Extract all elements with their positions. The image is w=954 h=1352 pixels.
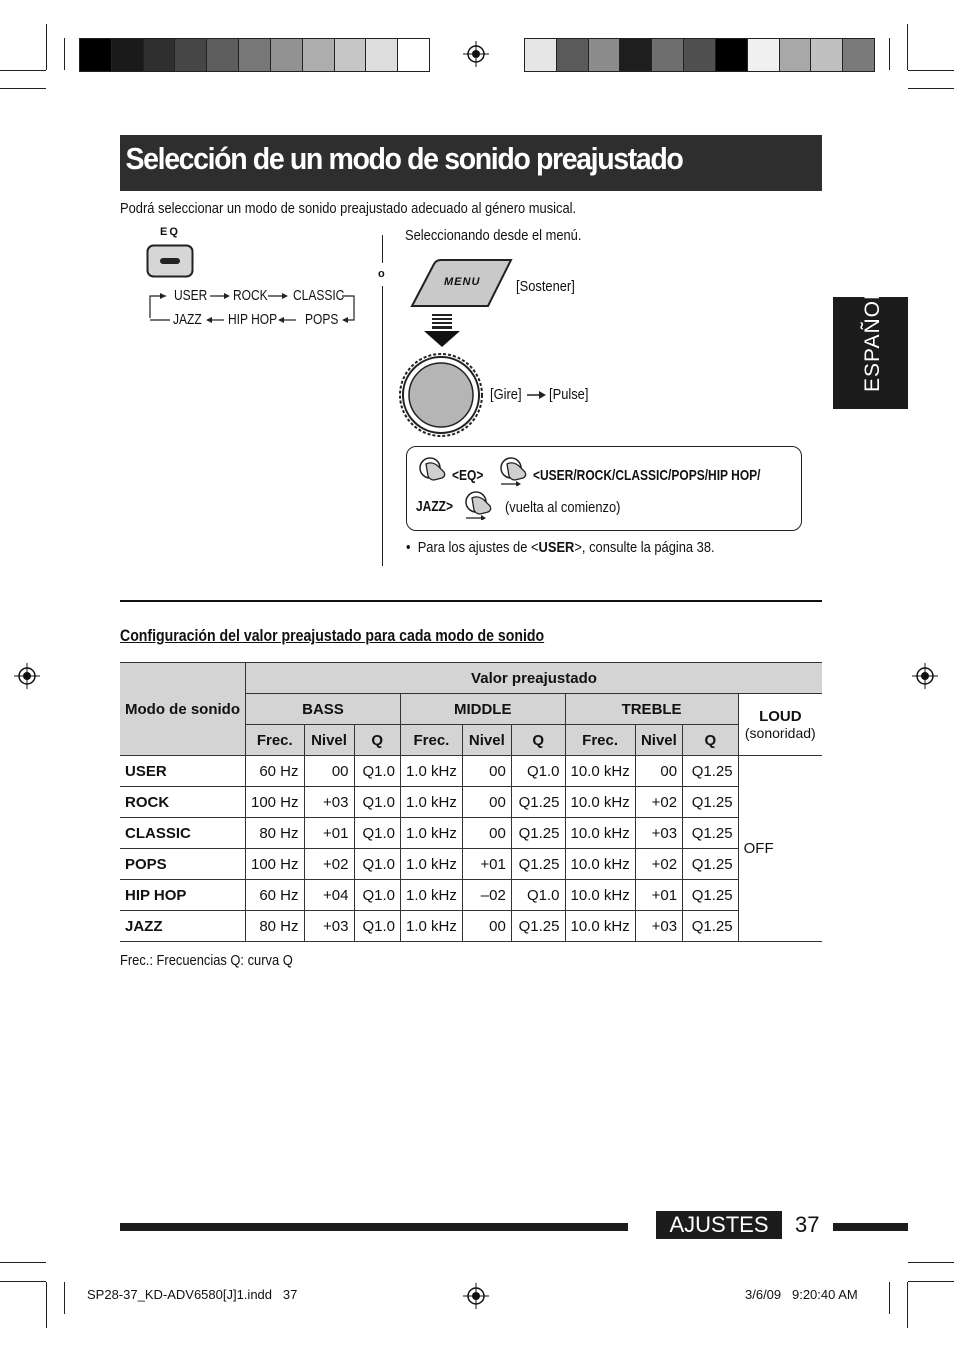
file-info: SP28-37_KD-ADV6580[J]1.indd 37 xyxy=(87,1287,298,1302)
control-dial-icon xyxy=(398,352,484,438)
subheader-cell: Frec. xyxy=(245,725,304,756)
value-cell: 60 Hz xyxy=(245,880,304,911)
value-cell: 10.0 kHz xyxy=(565,787,635,818)
table-row xyxy=(120,787,822,818)
value-cell: +02 xyxy=(635,849,682,880)
user-note xyxy=(406,539,715,556)
table-body xyxy=(120,756,822,942)
value-cell: +03 xyxy=(304,787,354,818)
value-cell: Q1.0 xyxy=(354,787,400,818)
value-cell: Q1.0 xyxy=(354,818,400,849)
cycle-rock: ROCK xyxy=(233,287,268,304)
value-cell: +02 xyxy=(635,787,682,818)
color-swatch xyxy=(715,38,748,72)
color-swatch xyxy=(779,38,812,72)
cycle-pops: POPS xyxy=(305,311,339,328)
registration-mark-icon xyxy=(14,663,40,689)
value-cell: 100 Hz xyxy=(245,787,304,818)
value-cell: 1.0 kHz xyxy=(400,756,462,787)
value-cell: Q1.25 xyxy=(683,911,739,942)
color-swatch xyxy=(842,38,875,72)
flow-eq: <EQ> xyxy=(452,467,484,484)
turn-hand-icon xyxy=(497,456,531,486)
color-swatch xyxy=(588,38,621,72)
subheader-cell: Q xyxy=(683,725,739,756)
color-swatch xyxy=(143,38,176,72)
mode-cell: ROCK xyxy=(120,787,245,818)
value-cell: +02 xyxy=(304,849,354,880)
value-cell: Q1.25 xyxy=(683,756,739,787)
value-cell: Q1.25 xyxy=(511,818,565,849)
page-number: 37 xyxy=(795,1212,820,1237)
registration-mark-icon xyxy=(463,1283,489,1309)
value-cell: 80 Hz xyxy=(245,911,304,942)
treble-header: TREBLE xyxy=(565,694,738,725)
loud-value: OFF xyxy=(738,756,822,942)
value-cell: 60 Hz xyxy=(245,756,304,787)
timestamp: 3/6/09 9:20:40 AM xyxy=(745,1287,858,1302)
turn-hand-icon xyxy=(462,490,496,520)
flow-modes: <USER/ROCK/CLASSIC/POPS/HIP HOP/ xyxy=(533,467,761,484)
subheader-cell: Nivel xyxy=(635,725,682,756)
value-cell: Q1.25 xyxy=(683,849,739,880)
color-swatch xyxy=(206,38,239,72)
flow-return: (vuelta al comienzo) xyxy=(505,499,621,516)
value-cell: Q1.25 xyxy=(511,911,565,942)
preset-table xyxy=(120,662,822,942)
value-cell: 10.0 kHz xyxy=(565,880,635,911)
value-cell: Q1.0 xyxy=(354,911,400,942)
menu-heading: Seleccionando desde el menú. xyxy=(405,227,582,244)
value-cell: Q1.25 xyxy=(511,849,565,880)
panel-divider xyxy=(382,286,383,566)
cycle-hiphop: HIP HOP xyxy=(228,311,278,328)
color-swatch xyxy=(810,38,843,72)
cycle-classic: CLASSIC xyxy=(293,287,345,304)
value-cell: 80 Hz xyxy=(245,818,304,849)
value-cell: 10.0 kHz xyxy=(565,818,635,849)
arrow-right-icon xyxy=(527,390,547,400)
value-cell: Q1.0 xyxy=(511,756,565,787)
mode-cell: USER xyxy=(120,756,245,787)
color-swatch xyxy=(111,38,144,72)
value-cell: Q1.25 xyxy=(511,787,565,818)
subheader-cell: Nivel xyxy=(462,725,511,756)
value-cell: 00 xyxy=(635,756,682,787)
intro-text: Podrá seleccionar un modo de sonido preajustado adecuado al género musical. xyxy=(120,200,577,217)
value-cell: 00 xyxy=(462,818,511,849)
color-swatch xyxy=(556,38,589,72)
table-row xyxy=(120,818,822,849)
section-heading: Configuración del valor preajustado para cada modo de sonido xyxy=(120,626,545,645)
color-swatch xyxy=(747,38,780,72)
color-swatch xyxy=(524,38,557,72)
mode-cell: HIP HOP xyxy=(120,880,245,911)
color-swatch xyxy=(238,38,271,72)
value-cell: Q1.0 xyxy=(354,880,400,911)
value-cell: Q1.25 xyxy=(683,818,739,849)
down-arrow-icon xyxy=(422,314,462,348)
flow-jazz: JAZZ> xyxy=(416,498,454,515)
value-cell: +03 xyxy=(304,911,354,942)
value-cell: 00 xyxy=(462,756,511,787)
color-swatch xyxy=(270,38,303,72)
value-cell: +04 xyxy=(304,880,354,911)
bullet: • xyxy=(406,539,418,556)
table-row xyxy=(120,756,822,787)
value-cell: Q1.0 xyxy=(511,880,565,911)
note-prefix: Para los ajustes de < xyxy=(417,539,539,556)
color-swatch xyxy=(651,38,684,72)
middle-header: MIDDLE xyxy=(400,694,565,725)
registration-mark-icon xyxy=(463,41,489,67)
bass-header: BASS xyxy=(245,694,400,725)
eq-button-caption: EQ xyxy=(160,226,180,238)
color-swatch xyxy=(365,38,398,72)
subheader-cell: Q xyxy=(354,725,400,756)
value-cell: Q1.25 xyxy=(683,787,739,818)
color-swatch xyxy=(302,38,335,72)
press-label: [Pulse] xyxy=(549,386,589,403)
menu-button-label: MENU xyxy=(444,276,481,288)
loud-subtitle: (sonoridad) xyxy=(744,725,816,741)
press-hand-icon xyxy=(416,456,450,482)
color-swatch xyxy=(619,38,652,72)
color-swatch xyxy=(79,38,112,72)
value-cell: 00 xyxy=(304,756,354,787)
preset-value-header: Valor preajustado xyxy=(245,663,822,694)
loud-header xyxy=(738,694,822,756)
note-user: USER xyxy=(538,539,575,556)
table-note: Frec.: Frecuencias Q: curva Q xyxy=(120,952,293,969)
value-cell: 1.0 kHz xyxy=(400,880,462,911)
value-cell: 00 xyxy=(462,787,511,818)
eq-button-icon xyxy=(146,244,194,278)
table-row xyxy=(120,849,822,880)
value-cell: 1.0 kHz xyxy=(400,849,462,880)
mode-cell: CLASSIC xyxy=(120,818,245,849)
table-row xyxy=(120,880,822,911)
registration-mark-icon xyxy=(912,663,938,689)
value-cell: Q1.0 xyxy=(354,756,400,787)
value-cell: 100 Hz xyxy=(245,849,304,880)
value-cell: +03 xyxy=(635,818,682,849)
color-swatch xyxy=(174,38,207,72)
table-row xyxy=(120,911,822,942)
value-cell: Q1.0 xyxy=(354,849,400,880)
value-cell: +01 xyxy=(635,880,682,911)
turn-label: [Gire] xyxy=(490,386,522,403)
title-bar xyxy=(120,135,822,191)
section-rule xyxy=(120,600,822,602)
value-cell: Q1.25 xyxy=(683,880,739,911)
section-label: AJUSTES xyxy=(656,1211,782,1239)
language-tab xyxy=(833,287,908,409)
note-suffix: >, consulte la página 38. xyxy=(574,539,715,556)
language-tab-label: ESPAÑOL xyxy=(861,287,884,392)
color-swatch xyxy=(397,38,430,72)
value-cell: 10.0 kHz xyxy=(565,756,635,787)
subheader-cell: Frec. xyxy=(400,725,462,756)
value-cell: 10.0 kHz xyxy=(565,911,635,942)
value-cell: 00 xyxy=(462,911,511,942)
mode-header: Modo de sonido xyxy=(120,663,245,756)
mode-cell: JAZZ xyxy=(120,911,245,942)
cycle-user: USER xyxy=(174,287,208,304)
value-cell: 1.0 kHz xyxy=(400,911,462,942)
footer-bar-right xyxy=(833,1223,908,1231)
hold-label: [Sostener] xyxy=(516,278,575,295)
color-swatch xyxy=(683,38,716,72)
panel-divider-top xyxy=(382,235,383,263)
divider-mark: o xyxy=(378,268,385,280)
cycle-jazz: JAZZ xyxy=(173,311,202,328)
subheader-cell: Q xyxy=(511,725,565,756)
page-title: Selección de un modo de sonido preajustado xyxy=(125,141,683,176)
value-cell: –02 xyxy=(462,880,511,911)
subheader-cell: Frec. xyxy=(565,725,635,756)
value-cell: +03 xyxy=(635,911,682,942)
footer-bar-left xyxy=(120,1223,628,1231)
mode-cell: POPS xyxy=(120,849,245,880)
value-cell: 10.0 kHz xyxy=(565,849,635,880)
value-cell: +01 xyxy=(462,849,511,880)
value-cell: 1.0 kHz xyxy=(400,787,462,818)
color-swatch xyxy=(334,38,367,72)
value-cell: +01 xyxy=(304,818,354,849)
subheader-cell: Nivel xyxy=(304,725,354,756)
value-cell: 1.0 kHz xyxy=(400,818,462,849)
loud-title: LOUD xyxy=(759,708,802,725)
